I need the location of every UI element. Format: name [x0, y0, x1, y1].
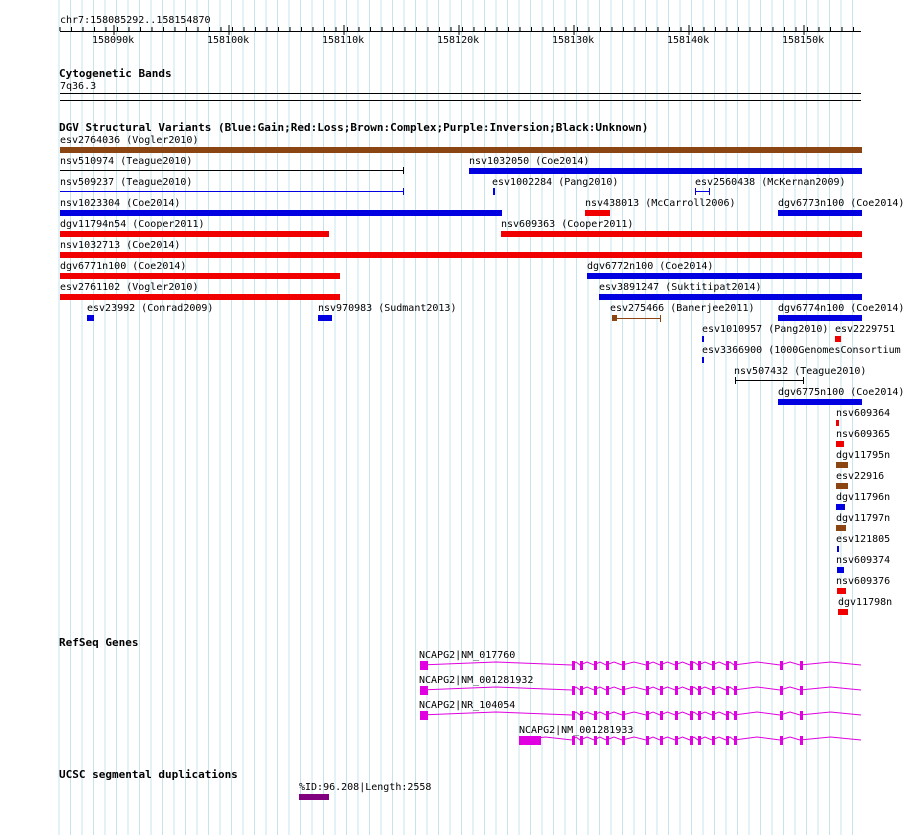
- variant-label[interactable]: esv3891247 (Suktitipat2014): [599, 282, 762, 293]
- gene-exon: [690, 736, 693, 745]
- gene-exon: [519, 736, 541, 745]
- gene-exon: [698, 711, 701, 720]
- gene-exon: [572, 711, 575, 720]
- gene-exon: [780, 711, 783, 720]
- refseq-track-title[interactable]: RefSeq Genes: [59, 636, 139, 649]
- gene-exon: [698, 736, 701, 745]
- ruler-tick-label: 158110k: [322, 35, 365, 46]
- variant-label[interactable]: nsv609376: [836, 576, 891, 587]
- gene-exon: [698, 661, 701, 670]
- variant-label[interactable]: esv1002284 (Pang2010): [492, 177, 619, 188]
- gene-exon: [675, 686, 678, 695]
- gene-exon: [660, 686, 663, 695]
- gene-intron: [420, 687, 861, 690]
- variant-label[interactable]: nsv609364: [836, 408, 891, 419]
- gene-exon: [580, 711, 583, 720]
- gene-exon: [622, 661, 625, 670]
- variant-label[interactable]: nsv1032713 (Coe2014): [60, 240, 181, 251]
- gene-exon: [780, 686, 783, 695]
- gene-exon: [726, 736, 729, 745]
- gene-exon: [572, 686, 575, 695]
- gene-exon: [712, 736, 715, 745]
- variant-label[interactable]: esv121805: [836, 534, 891, 545]
- ruler-tick-label: 158150k: [782, 35, 825, 46]
- dgv-track-title[interactable]: DGV Structural Variants (Blue:Gain;Red:Loss;Brown:Complex;Purple:Inversion;Black:Unknown): [59, 121, 649, 134]
- gene-intron: [420, 662, 861, 665]
- gene-exon: [726, 661, 729, 670]
- gene-exon: [606, 736, 609, 745]
- gene-exon: [690, 661, 693, 670]
- ruler-tick-label: 158140k: [667, 35, 710, 46]
- variant-label[interactable]: nsv609374: [836, 555, 891, 566]
- variant-label[interactable]: esv2761102 (Vogler2010): [60, 282, 199, 293]
- gene-exon: [675, 661, 678, 670]
- segdup-label[interactable]: %ID:96.208|Length:2558: [299, 782, 432, 793]
- gene-exon: [420, 686, 428, 695]
- variant-label[interactable]: dgv11794n54 (Cooper2011): [60, 219, 205, 230]
- variant-label[interactable]: dgv6773n100 (Coe2014): [778, 198, 904, 209]
- gene-exon: [646, 686, 649, 695]
- ruler-tick-label: 158130k: [552, 35, 595, 46]
- variant-label[interactable]: nsv438013 (McCarroll2006): [585, 198, 736, 209]
- ruler-tick-label: 158090k: [92, 35, 135, 46]
- gene-exon: [726, 686, 729, 695]
- gene-exon: [675, 711, 678, 720]
- gene-exon: [712, 686, 715, 695]
- ruler-tick-label: 158120k: [437, 35, 480, 46]
- gene-label[interactable]: NCAPG2|NM_001281933: [519, 725, 634, 736]
- gene-exon: [734, 661, 737, 670]
- variant-label[interactable]: nsv970983 (Sudmant2013): [318, 303, 457, 314]
- gene-exon: [594, 711, 597, 720]
- gene-exon: [712, 661, 715, 670]
- gene-exon: [606, 711, 609, 720]
- variant-label[interactable]: dgv6772n100 (Coe2014): [587, 261, 714, 272]
- gene-exon: [622, 711, 625, 720]
- segdup-feature[interactable]: [299, 794, 329, 800]
- gene-exon: [622, 686, 625, 695]
- gene-exon: [690, 686, 693, 695]
- gene-exon: [780, 661, 783, 670]
- gene-exon: [800, 686, 803, 695]
- gene-exon: [660, 736, 663, 745]
- position-label: chr7:158085292..158154870: [60, 15, 211, 26]
- gene-exon: [420, 661, 428, 670]
- gene-exon: [675, 736, 678, 745]
- variant-label[interactable]: esv275466 (Banerjee2011): [610, 303, 755, 314]
- cytoband-track-title[interactable]: Cytogenetic Bands: [59, 67, 172, 80]
- gene-exon: [734, 736, 737, 745]
- gene-exon: [698, 686, 701, 695]
- gene-exon: [580, 661, 583, 670]
- gene-exon: [580, 736, 583, 745]
- variant-label[interactable]: nsv609363 (Cooper2011): [501, 219, 634, 230]
- variant-label[interactable]: esv1010957 (Pang2010): [702, 324, 829, 335]
- gene-exon: [420, 711, 428, 720]
- variant-label[interactable]: nsv1023304 (Coe2014): [60, 198, 181, 209]
- variant-label[interactable]: esv2560438 (McKernan2009): [695, 177, 846, 188]
- gene-exon: [646, 711, 649, 720]
- variant-label[interactable]: dgv11797n: [836, 513, 891, 524]
- variant-label[interactable]: dgv11796n: [836, 492, 891, 503]
- gene-exon: [580, 686, 583, 695]
- gene-exon: [800, 736, 803, 745]
- segdup-track-title[interactable]: UCSC segmental duplications: [59, 768, 238, 781]
- variant-label[interactable]: esv2764036 (Vogler2010): [60, 135, 199, 146]
- gene-exon: [594, 661, 597, 670]
- gene-exon: [712, 711, 715, 720]
- variant-label[interactable]: nsv510974 (Teague2010): [60, 156, 193, 167]
- gene-exon: [690, 711, 693, 720]
- variant-label[interactable]: nsv609365: [836, 429, 891, 440]
- variant-label[interactable]: dgv6771n100 (Coe2014): [60, 261, 187, 272]
- gene-exon: [734, 686, 737, 695]
- gene-exon: [606, 686, 609, 695]
- variant-label[interactable]: esv3366900 (1000GenomesConsortium: [702, 345, 901, 356]
- gene-label[interactable]: NCAPG2|NM_001281932: [419, 675, 534, 686]
- gene-exon: [594, 736, 597, 745]
- variant-label[interactable]: dgv11795n: [836, 450, 891, 461]
- variant-label[interactable]: dgv6774n100 (Coe2014): [778, 303, 904, 314]
- gene-label[interactable]: NCAPG2|NM_017760: [419, 650, 516, 661]
- gene-exon: [734, 711, 737, 720]
- gene-exon: [780, 736, 783, 745]
- variant-label[interactable]: esv22916: [836, 471, 885, 482]
- gene-exon: [800, 661, 803, 670]
- gene-exon: [594, 686, 597, 695]
- variant-label[interactable]: nsv1032050 (Coe2014): [469, 156, 590, 167]
- gene-exon: [572, 736, 575, 745]
- gene-exon: [660, 711, 663, 720]
- gene-exon: [606, 661, 609, 670]
- gene-intron: [420, 712, 861, 715]
- variant-label[interactable]: nsv509237 (Teague2010): [60, 177, 193, 188]
- variant-label[interactable]: dgv11798n: [838, 597, 893, 608]
- gene-exon: [572, 661, 575, 670]
- ruler-tick-label: 158100k: [207, 35, 250, 46]
- variant-label[interactable]: esv2229751: [835, 324, 896, 335]
- gene-exon: [646, 661, 649, 670]
- variant-label[interactable]: nsv507432 (Teague2010): [734, 366, 867, 377]
- gene-exon: [800, 711, 803, 720]
- gene-exon: [622, 736, 625, 745]
- variant-label[interactable]: dgv6775n100 (Coe2014): [778, 387, 904, 398]
- gene-exon: [660, 661, 663, 670]
- gene-exon: [646, 736, 649, 745]
- gene-label[interactable]: NCAPG2|NR_104054: [419, 700, 516, 711]
- gene-exon: [726, 711, 729, 720]
- variant-label[interactable]: esv23992 (Conrad2009): [87, 303, 214, 314]
- cytoband-label[interactable]: 7q36.3: [60, 81, 97, 92]
